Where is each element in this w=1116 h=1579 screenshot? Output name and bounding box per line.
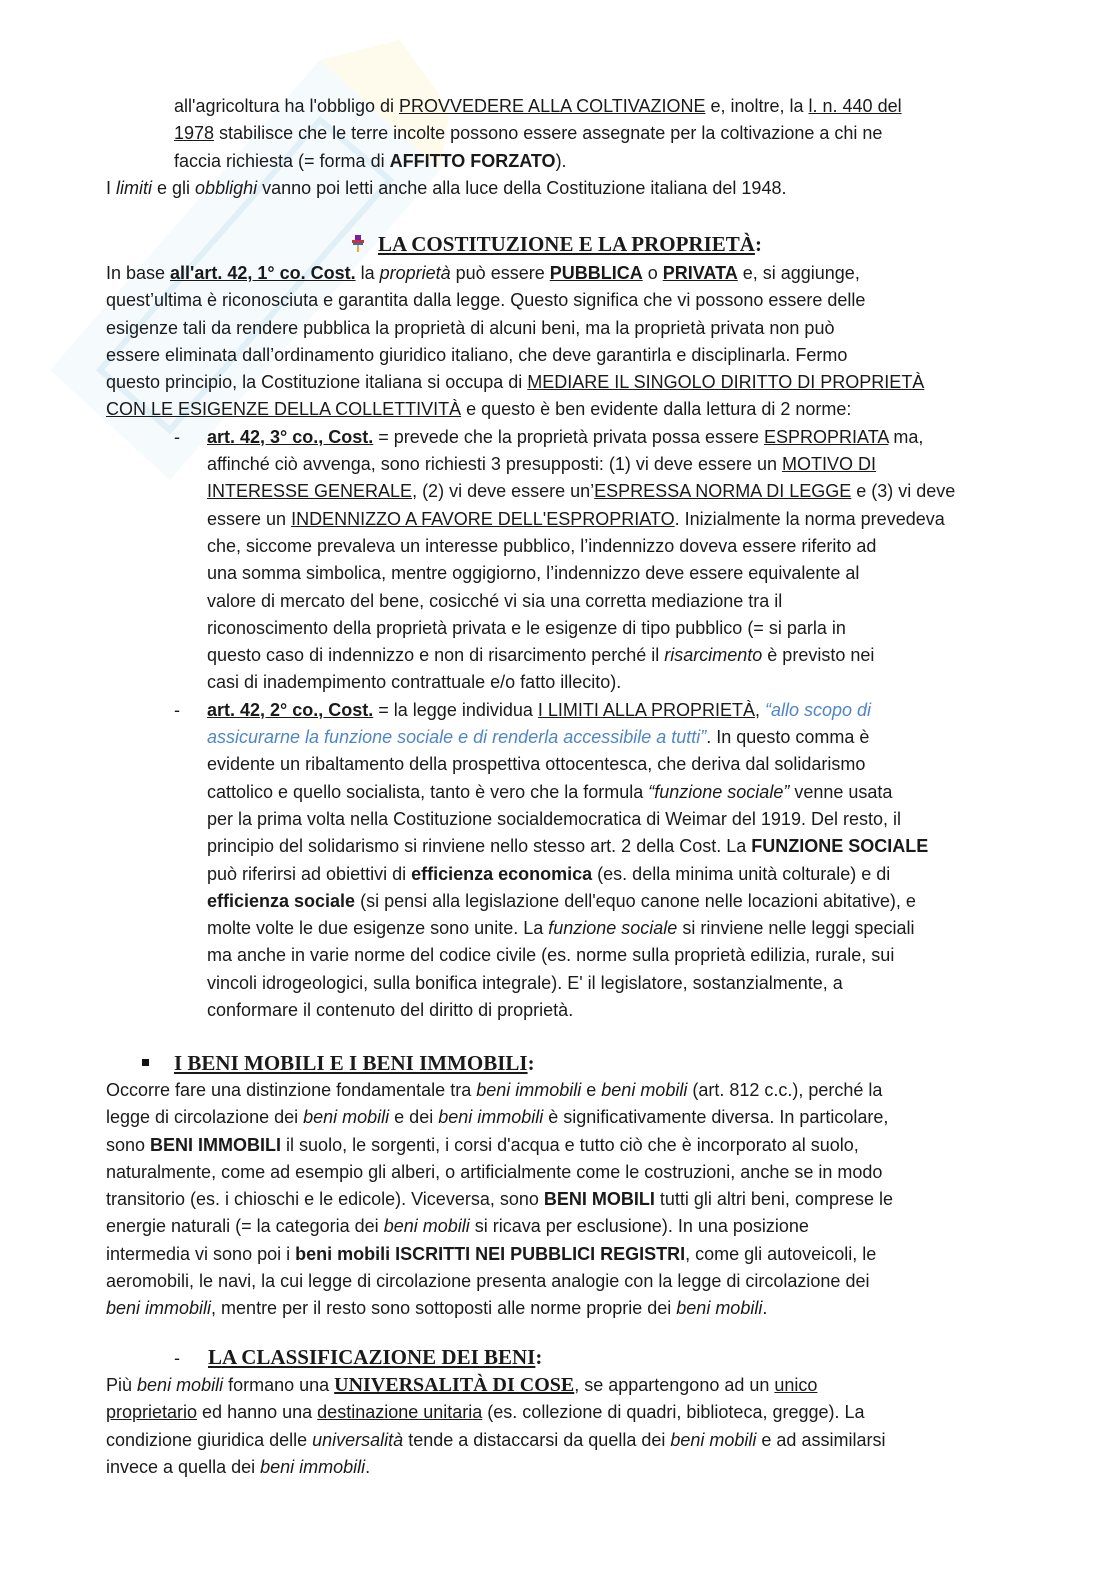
list-item-line: essere un INDENNIZZO A FAVORE DELL'ESPROPRIATO. Inizialmente la norma prevedeva xyxy=(207,508,945,529)
list-item-line: casi di inadempimento contrattuale e/o fatto illecito). xyxy=(207,672,622,693)
text-line: beni immobili, mentre per il resto sono sottoposti alle norme proprie dei beni mobili. xyxy=(106,1298,768,1319)
section1-paragraph xyxy=(106,260,1006,1024)
text-line: esigenze tali da rendere pubblica la proprietà di alcuni beni, ma la proprietà privata non può xyxy=(106,317,835,338)
list-item-line: ma anche in varie norme del codice civile (es. norme sulla proprietà edilizia, rurale, sui xyxy=(207,945,895,966)
section2-paragraph xyxy=(106,1077,1006,1323)
list-item-line: cattolico e quello socialista, tanto è vero che la formula “funzione sociale” venne usata xyxy=(207,781,893,802)
section-heading-classificazione: - LA CLASSIFICAZIONE DEI BENI: xyxy=(174,1345,543,1369)
text-line: questo principio, la Costituzione italiana si occupa di MEDIARE IL SINGOLO DIRITTO DI PROPRIETÀ xyxy=(106,372,925,393)
list-item-line: molte volte le due esigenze sono unite. La funzione sociale si rinviene nelle leggi speciali xyxy=(207,918,915,939)
list-item-line: che, siccome prevaleva un interesse pubblico, l’indennizzo doveva essere riferito ad xyxy=(207,535,877,556)
square-bullet-icon xyxy=(142,1059,149,1066)
text-line: transitorio (es. i chioschi e le edicole). Viceversa, sono BENI MOBILI tutti gli altri beni, comprese le xyxy=(106,1189,893,1210)
text-line: In base all'art. 42, 1° co. Cost. la proprietà può essere PUBBLICA o PRIVATA e, si aggiunge, xyxy=(106,263,860,283)
list-item-line: riconoscimento della proprietà privata e le esigenze di tipo pubblico (= si parla in xyxy=(207,617,846,638)
list-item-line: per la prima volta nella Costituzione socialdemocratica di Weimar del 1919. Del resto, il xyxy=(207,808,901,829)
list-item-line: assicurarne la funzione sociale e di renderla accessibile a tutti”. In questo comma è xyxy=(207,727,870,748)
list-item-line: affinché ciò avvenga, sono richiesti 3 presupposti: (1) vi deve essere un MOTIVO DI xyxy=(207,454,876,475)
list-item: - art. 42, 3° co., Cost. = prevede che la proprietà privata possa essere ESPROPRIATA ma, xyxy=(174,426,924,447)
list-item-line: principio del solidarismo si rinviene nello stesso art. 2 della Cost. La FUNZIONE SOCIALE xyxy=(207,836,929,857)
text-line: sono BENI IMMOBILI il suolo, le sorgenti, i corsi d'acqua e tutto ciò che è incorporato al suolo, xyxy=(106,1134,859,1155)
text-line: Più beni mobili formano una UNIVERSALITÀ DI COSE, se appartengono ad un unico xyxy=(106,1374,818,1396)
text-line: intermedia vi sono poi i beni mobili ISCRITTI NEI PUBBLICI REGISTRI, come gli autoveicoli, le xyxy=(106,1243,877,1264)
text-line: aeromobili, le navi, la cui legge di circolazione presenta analogie con la legge di circolazione dei xyxy=(106,1271,870,1292)
list-item-line: efficienza sociale (si pensi alla legislazione dell'equo canone nelle locazioni abitative), e xyxy=(207,890,916,911)
text-line: quest’ultima è riconosciuta e garantita dalla legge. Questo significa che vi possono essere delle xyxy=(106,290,866,311)
text-line: Occorre fare una distinzione fondamentale tra beni immobili e beni mobili (art. 812 c.c.), perché la xyxy=(106,1080,883,1100)
text-line: energie naturali (= la categoria dei beni mobili si ricava per esclusione). In una posizione xyxy=(106,1216,809,1237)
text-line: proprietario ed hanno una destinazione unitaria (es. collezione di quadri, biblioteca, gregge). La xyxy=(106,1402,865,1423)
list-item: - art. 42, 2° co., Cost. = la legge individua I LIMITI ALLA PROPRIETÀ, “allo scopo di xyxy=(174,699,872,720)
text-line: naturalmente, come ad esempio gli alberi, o artificialmente come le costruzioni, anche se in modo xyxy=(106,1161,883,1182)
section3-paragraph xyxy=(106,1372,1006,1481)
text-line: essere eliminata dall’ordinamento giuridico italiano, che deve garantirla e disciplinarla. Fermo xyxy=(106,344,848,365)
list-item-line: una somma simbolica, mentre oggigiorno, l’indennizzo deve essere equivalente al xyxy=(207,563,860,584)
list-item-line: può riferirsi ad obiettivi di efficienza economica (es. della minima unità colturale) e di xyxy=(207,863,891,884)
list-item-line: questo caso di indennizzo e non di risarcimento perché il risarcimento è previsto nei xyxy=(207,645,875,666)
list-item-line: INTERESSE GENERALE, (2) vi deve essere un’ESPRESSA NORMA DI LEGGE e (3) vi deve xyxy=(207,481,956,502)
section-heading-beni-mobili: I BENI MOBILI E I BENI IMMOBILI: xyxy=(142,1051,535,1076)
list-item-line: conformare il contenuto del diritto di proprietà. xyxy=(207,1000,574,1021)
intro-line: 1978 stabilisce che le terre incolte possono essere assegnate per la coltivazione a chi ne xyxy=(174,123,883,144)
text-line: invece a quella dei beni immobili. xyxy=(106,1456,371,1477)
intro-block xyxy=(106,93,1006,202)
intro-line: all'agricoltura ha l'obbligo di PROVVEDERE ALLA COLTIVAZIONE e, inoltre, la l. n. 440 del xyxy=(174,96,902,116)
text-line: CON LE ESIGENZE DELLA COLLETTIVITÀ e questo è ben evidente dalla lettura di 2 norme: xyxy=(106,399,852,420)
list-item-line: vincoli idrogeologici, sulla bonifica integrale). E' il legislatore, sostanzialmente, a xyxy=(207,972,843,993)
text-line: legge di circolazione dei beni mobili e dei beni immobili è significativamente diversa. In particolare, xyxy=(106,1107,889,1128)
text-line: condizione giuridica delle universalità tende a distaccarsi da quella dei beni mobili e ad assimilarsi xyxy=(106,1429,886,1450)
pushpin-icon xyxy=(350,233,366,253)
intro-line: faccia richiesta (= forma di AFFITTO FORZATO). xyxy=(174,150,567,171)
list-item-line: evidente un ribaltamento della prospettiva ottocentesca, che deriva dal solidarismo xyxy=(207,754,866,775)
intro-line: I limiti e gli obblighi vanno poi letti anche alla luce della Costituzione italiana del 1948. xyxy=(106,177,787,198)
section-heading-costituzione: LA COSTITUZIONE E LA PROPRIETÀ: xyxy=(350,232,762,257)
list-item-line: valore di mercato del bene, cosicché vi sia una corretta mediazione tra il xyxy=(207,590,783,611)
